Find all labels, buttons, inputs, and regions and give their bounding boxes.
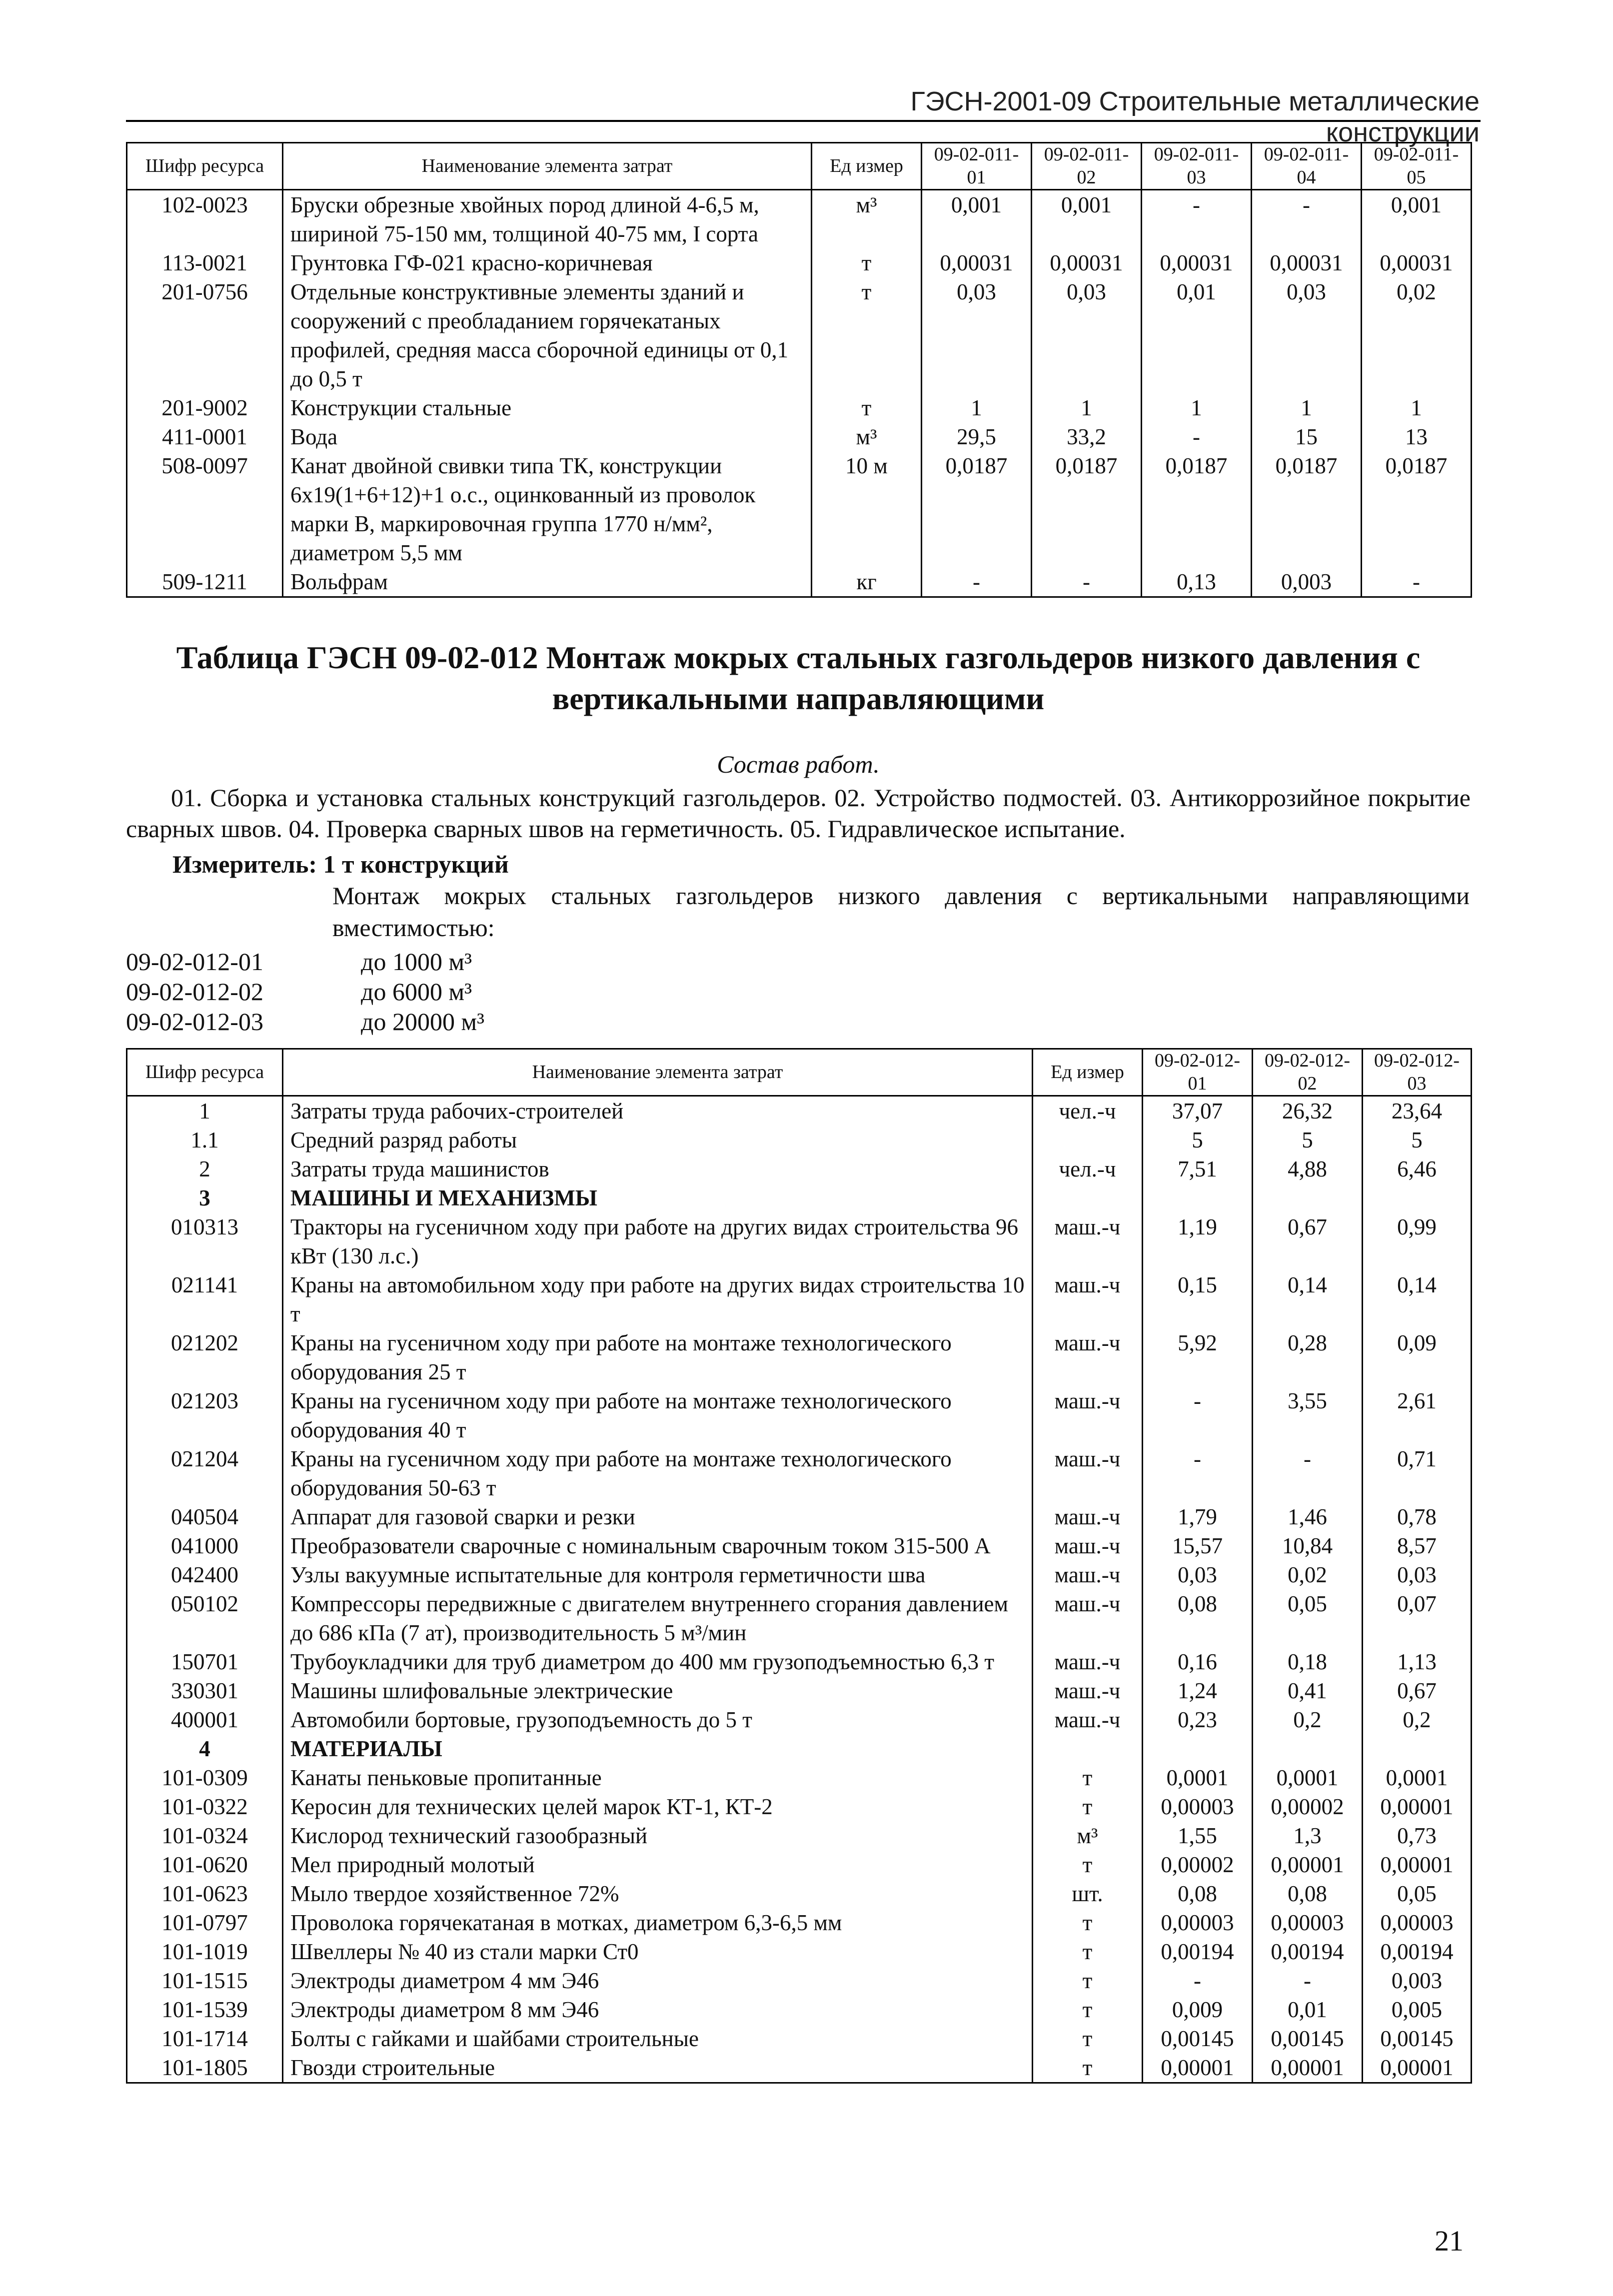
variant-code: 09-02-012-03 <box>126 1008 263 1036</box>
resource-value-v4: 0,00031 <box>1252 248 1362 277</box>
resource-name: МАТЕРИАЛЫ <box>283 1734 1033 1763</box>
resource-value-v3: 0,01 <box>1142 277 1252 393</box>
resource-unit <box>1033 1734 1143 1763</box>
resource-unit: маш.-ч <box>1033 1444 1143 1502</box>
table-row <box>127 422 1472 451</box>
resource-code: 021204 <box>127 1444 283 1502</box>
resource-value-v2: - <box>1253 1966 1363 1995</box>
table-row <box>127 1676 1472 1705</box>
resource-value-v2 <box>1253 1734 1363 1763</box>
resource-value-v1: 5 <box>1143 1126 1253 1154</box>
resource-value-v2: 0,18 <box>1253 1647 1363 1676</box>
table-row <box>127 451 1472 567</box>
variant-value: до 20000 м³ <box>361 1008 485 1036</box>
resource-value-v1: - <box>1143 1386 1253 1444</box>
resource-code: 201-0756 <box>127 277 283 393</box>
resource-value-v1: 5,92 <box>1143 1328 1253 1386</box>
resource-name: Аппарат для газовой сварки и резки <box>283 1502 1033 1531</box>
resource-value-v2: 0,00001 <box>1253 1850 1363 1879</box>
resource-unit: м³ <box>1033 1821 1143 1850</box>
resource-name: Автомобили бортовые, грузоподъемность до 5 т <box>283 1705 1033 1734</box>
resource-unit <box>1033 1183 1143 1212</box>
resource-value-v1: - <box>922 567 1032 597</box>
table-row <box>127 1096 1472 1126</box>
resource-value-v1: - <box>1143 1444 1253 1502</box>
table-row <box>127 1792 1472 1821</box>
resource-value-v1: 0,08 <box>1143 1879 1253 1908</box>
section-title: Таблица ГЭСН 09-02-012 Монтаж мокрых стальных газгольдеров низкого давления с вертикальными направляющими <box>176 640 1421 716</box>
resource-value-v2: 0,00003 <box>1253 1908 1363 1937</box>
resource-value-v1 <box>1143 1183 1253 1212</box>
resource-value-v3: 0,13 <box>1142 567 1252 597</box>
resource-unit: т <box>812 393 922 422</box>
resource-value-v4: 0,003 <box>1252 567 1362 597</box>
col-v2-header: 09-02-011-02 <box>1032 143 1142 190</box>
resource-value-v1: 0,15 <box>1143 1270 1253 1328</box>
table-row <box>127 1502 1472 1531</box>
resource-value-v3: 0,0187 <box>1142 451 1252 567</box>
resource-value-v1: 0,00194 <box>1143 1937 1253 1966</box>
table-row <box>127 1821 1472 1850</box>
table-row <box>127 277 1472 393</box>
resource-value-v2: 0,02 <box>1253 1560 1363 1589</box>
resource-value-v2: 5 <box>1253 1126 1363 1154</box>
resource-unit: маш.-ч <box>1033 1328 1143 1386</box>
table-row <box>127 567 1472 597</box>
resource-value-v3: 0,14 <box>1363 1270 1472 1328</box>
resource-value-v1: - <box>1143 1966 1253 1995</box>
table-row <box>127 1589 1472 1647</box>
resource-code: 4 <box>127 1734 283 1763</box>
resource-unit: чел.-ч <box>1033 1154 1143 1183</box>
resource-code: 102-0023 <box>127 190 283 249</box>
resource-unit: маш.-ч <box>1033 1676 1143 1705</box>
resource-unit: т <box>1033 2024 1143 2053</box>
resource-code: 101-0797 <box>127 1908 283 1937</box>
resource-code: 2 <box>127 1154 283 1183</box>
resource-value-v1: 0,0187 <box>922 451 1032 567</box>
resource-value-v3: 0,71 <box>1363 1444 1472 1502</box>
resource-table-011 <box>126 142 1472 598</box>
table-row <box>127 2053 1472 2083</box>
resource-name: Краны на автомобильном ходу при работе на других видах строительства 10 т <box>283 1270 1033 1328</box>
table-row <box>127 190 1472 249</box>
resource-value-v1: 0,00001 <box>1143 2053 1253 2083</box>
resource-value-v3: 0,00001 <box>1363 2053 1472 2083</box>
resource-value-v3: 6,46 <box>1363 1154 1472 1183</box>
resource-value-v4: 0,0187 <box>1252 451 1362 567</box>
resource-unit: кг <box>812 567 922 597</box>
resource-value-v1: 0,08 <box>1143 1589 1253 1647</box>
resource-value-v3: 23,64 <box>1363 1096 1472 1126</box>
variant-value: до 1000 м³ <box>361 948 472 976</box>
resource-value-v2: 33,2 <box>1032 422 1142 451</box>
resource-value-v4: 1 <box>1252 393 1362 422</box>
page-header: ГЭСН-2001-09 Строительные металлические конструкции <box>910 86 1480 147</box>
resource-value-v2: 0,08 <box>1253 1879 1363 1908</box>
table-row <box>127 1763 1472 1792</box>
resource-name: МАШИНЫ И МЕХАНИЗМЫ <box>283 1183 1033 1212</box>
table-row <box>127 1328 1472 1386</box>
resource-value-v2 <box>1253 1183 1363 1212</box>
resource-value-v1: 0,00003 <box>1143 1792 1253 1821</box>
table-row <box>127 1386 1472 1444</box>
resource-value-v2: 0,00194 <box>1253 1937 1363 1966</box>
resource-unit: маш.-ч <box>1033 1212 1143 1270</box>
resource-value-v1: 0,0001 <box>1143 1763 1253 1792</box>
resource-code: 010313 <box>127 1212 283 1270</box>
resource-name: Мел природный молотый <box>283 1850 1033 1879</box>
col-name-header: Наименование элемента затрат <box>283 143 812 190</box>
table-row <box>127 1183 1472 1212</box>
composition-title: Состав работ. <box>717 750 880 778</box>
resource-code: 021202 <box>127 1328 283 1386</box>
resource-value-v3: 0,005 <box>1363 1995 1472 2024</box>
resource-unit: т <box>1033 1792 1143 1821</box>
resource-name: Машины шлифовальные электрические <box>283 1676 1033 1705</box>
resource-unit: т <box>812 277 922 393</box>
resource-unit <box>1033 1126 1143 1154</box>
resource-code: 040504 <box>127 1502 283 1531</box>
resource-name: Швеллеры № 40 из стали марки Ст0 <box>283 1937 1033 1966</box>
resource-value-v3: 0,78 <box>1363 1502 1472 1531</box>
resource-value-v3: 0,00003 <box>1363 1908 1472 1937</box>
resource-name: Канаты пеньковые пропитанные <box>283 1763 1033 1792</box>
resource-value-v2: 1,46 <box>1253 1502 1363 1531</box>
resource-value-v1: 0,00031 <box>922 248 1032 277</box>
resource-value-v1: 1 <box>922 393 1032 422</box>
resource-value-v1: 1,55 <box>1143 1821 1253 1850</box>
resource-value-v3: 0,0001 <box>1363 1763 1472 1792</box>
resource-name: Трубоукладчики для труб диаметром до 400 мм грузоподъемностью 6,3 т <box>283 1647 1033 1676</box>
resource-name: Краны на гусеничном ходу при работе на монтаже технологического оборудования 50-63 т <box>283 1444 1033 1502</box>
resource-code: 042400 <box>127 1560 283 1589</box>
resource-value-v1: 0,03 <box>922 277 1032 393</box>
resource-value-v2: 0,00145 <box>1253 2024 1363 2053</box>
resource-value-v1: 0,16 <box>1143 1647 1253 1676</box>
composition-text: 01. Сборка и установка стальных конструкций газгольдеров. 02. Устройство подмостей. 03. Антикоррозийное покрытие сварных швов. 04. Проверка сварных швов на герметичность. 05. Гидравлическое испытание. <box>126 784 1471 843</box>
resource-value-v4: - <box>1252 190 1362 249</box>
resource-unit: маш.-ч <box>1033 1386 1143 1444</box>
header-rule <box>126 120 1481 122</box>
resource-value-v2: 0,2 <box>1253 1705 1363 1734</box>
resource-code: 150701 <box>127 1647 283 1676</box>
resource-value-v2: 0,001 <box>1032 190 1142 249</box>
resource-value-v2: 0,14 <box>1253 1270 1363 1328</box>
resource-unit: т <box>1033 2053 1143 2083</box>
col-v1-header: 09-02-012-01 <box>1143 1049 1253 1096</box>
col-v4-header: 09-02-011-04 <box>1252 143 1362 190</box>
resource-value-v2: 0,00031 <box>1032 248 1142 277</box>
resource-value-v5: - <box>1362 567 1472 597</box>
resource-unit: т <box>1033 1966 1143 1995</box>
table-row <box>127 2024 1472 2053</box>
resource-value-v2: 1 <box>1032 393 1142 422</box>
resource-value-v3: 0,00031 <box>1142 248 1252 277</box>
col-v3-header: 09-02-012-03 <box>1363 1049 1472 1096</box>
resource-unit: чел.-ч <box>1033 1096 1143 1126</box>
col-unit-header: Ед измер <box>1033 1049 1143 1096</box>
resource-value-v2: 0,05 <box>1253 1589 1363 1647</box>
variant-value: до 6000 м³ <box>361 978 472 1006</box>
resource-name: Мыло твердое хозяйственное 72% <box>283 1879 1033 1908</box>
resource-value-v2: 0,01 <box>1253 1995 1363 2024</box>
col-v1-header: 09-02-011-01 <box>922 143 1032 190</box>
resource-value-v3: 0,00001 <box>1363 1850 1472 1879</box>
resource-value-v3: 0,00145 <box>1363 2024 1472 2053</box>
resource-value-v2: 0,41 <box>1253 1676 1363 1705</box>
resource-value-v1: 0,00145 <box>1143 2024 1253 2053</box>
resource-value-v2: 4,88 <box>1253 1154 1363 1183</box>
resource-code: 508-0097 <box>127 451 283 567</box>
resource-value-v3: 0,07 <box>1363 1589 1472 1647</box>
resource-value-v2: - <box>1253 1444 1363 1502</box>
resource-code: 101-0309 <box>127 1763 283 1792</box>
resource-code: 113-0021 <box>127 248 283 277</box>
resource-value-v3: 0,2 <box>1363 1705 1472 1734</box>
resource-value-v4: 0,03 <box>1252 277 1362 393</box>
resource-value-v3: 1,13 <box>1363 1647 1472 1676</box>
resource-name: Кислород технический газообразный <box>283 1821 1033 1850</box>
resource-value-v3: 8,57 <box>1363 1531 1472 1560</box>
variant-code: 09-02-012-01 <box>126 948 263 976</box>
resource-value-v3 <box>1363 1183 1472 1212</box>
resource-value-v3: 5 <box>1363 1126 1472 1154</box>
resource-code: 021203 <box>127 1386 283 1444</box>
resource-value-v3: - <box>1142 190 1252 249</box>
resource-value-v4: 15 <box>1252 422 1362 451</box>
col-code-header: Шифр ресурса <box>127 1049 283 1096</box>
resource-code: 201-9002 <box>127 393 283 422</box>
resource-value-v2: 10,84 <box>1253 1531 1363 1560</box>
table-row <box>127 1908 1472 1937</box>
resource-name: Отдельные конструктивные элементы зданий и сооружений с преобладанием горячекатаных профилей, средняя масса сборочной единицы от 0,1 до 0,5 т <box>283 277 812 393</box>
resource-name: Средний разряд работы <box>283 1126 1033 1154</box>
resource-code: 050102 <box>127 1589 283 1647</box>
table-row <box>127 393 1472 422</box>
resource-code: 101-1805 <box>127 2053 283 2083</box>
resource-code: 1 <box>127 1096 283 1126</box>
resource-value-v1: 37,07 <box>1143 1096 1253 1126</box>
table-row <box>127 248 1472 277</box>
variant-code: 09-02-012-02 <box>126 978 263 1006</box>
resource-value-v3: 0,99 <box>1363 1212 1472 1270</box>
table-row <box>127 1937 1472 1966</box>
resource-value-v2: 0,0187 <box>1032 451 1142 567</box>
resource-code: 101-1515 <box>127 1966 283 1995</box>
resource-value-v5: 0,00031 <box>1362 248 1472 277</box>
resource-unit: м³ <box>812 190 922 249</box>
table-row <box>127 1270 1472 1328</box>
meter-label: Измеритель: 1 т конструкций <box>172 850 509 878</box>
col-name-header: Наименование элемента затрат <box>283 1049 1033 1096</box>
resource-code: 101-0620 <box>127 1850 283 1879</box>
resource-value-v1: 7,51 <box>1143 1154 1253 1183</box>
resource-code: 101-0322 <box>127 1792 283 1821</box>
page-number: 21 <box>1435 2225 1464 2257</box>
table-row <box>127 1705 1472 1734</box>
resource-value-v1: 1,24 <box>1143 1676 1253 1705</box>
resource-value-v1: 0,03 <box>1143 1560 1253 1589</box>
resource-unit: маш.-ч <box>1033 1589 1143 1647</box>
resource-unit: маш.-ч <box>1033 1502 1143 1531</box>
resource-value-v3: 2,61 <box>1363 1386 1472 1444</box>
resource-name: Электроды диаметром 8 мм Э46 <box>283 1995 1033 2024</box>
variant-row <box>126 977 472 1006</box>
resource-name: Бруски обрезные хвойных пород длиной 4-6,5 м, шириной 75-150 мм, толщиной 40-75 мм, I сорта <box>283 190 812 249</box>
resource-name: Краны на гусеничном ходу при работе на монтаже технологического оборудования 40 т <box>283 1386 1033 1444</box>
table-header-row <box>127 143 1472 190</box>
resource-value-v1: 0,00003 <box>1143 1908 1253 1937</box>
resource-value-v1: 1,19 <box>1143 1212 1253 1270</box>
resource-code: 411-0001 <box>127 422 283 451</box>
resource-table-012 <box>126 1048 1472 2084</box>
resource-name: Керосин для технических целей марок КТ-1, КТ-2 <box>283 1792 1033 1821</box>
resource-code: 330301 <box>127 1676 283 1705</box>
resource-code: 400001 <box>127 1705 283 1734</box>
table-row <box>127 1734 1472 1763</box>
resource-value-v1: 15,57 <box>1143 1531 1253 1560</box>
resource-code: 101-1019 <box>127 1937 283 1966</box>
resource-code: 041000 <box>127 1531 283 1560</box>
resource-value-v1 <box>1143 1734 1253 1763</box>
resource-value-v3: 0,00194 <box>1363 1937 1472 1966</box>
resource-value-v2: 0,00001 <box>1253 2053 1363 2083</box>
resource-name: Конструкции стальные <box>283 393 812 422</box>
resource-name: Гвозди строительные <box>283 2053 1033 2083</box>
resource-unit: маш.-ч <box>1033 1270 1143 1328</box>
variant-row <box>126 947 472 976</box>
resource-name: Болты с гайками и шайбами строительные <box>283 2024 1033 2053</box>
table-row <box>127 1560 1472 1589</box>
table-row <box>127 1212 1472 1270</box>
resource-name: Проволока горячекатаная в мотках, диаметром 6,3-6,5 мм <box>283 1908 1033 1937</box>
resource-name: Узлы вакуумные испытательные для контроля герметичности шва <box>283 1560 1033 1589</box>
resource-value-v3: 0,03 <box>1363 1560 1472 1589</box>
table-row <box>127 1647 1472 1676</box>
resource-code: 101-1539 <box>127 1995 283 2024</box>
resource-value-v2: 0,67 <box>1253 1212 1363 1270</box>
resource-name: Краны на гусеничном ходу при работе на монтаже технологического оборудования 25 т <box>283 1328 1033 1386</box>
resource-value-v2: 0,03 <box>1032 277 1142 393</box>
resource-name: Канат двойной свивки типа ТК, конструкции 6х19(1+6+12)+1 о.с., оцинкованный из проволок марки В, маркировочная группа 1770 н/мм², диаметром 5,5 мм <box>283 451 812 567</box>
resource-code: 101-0324 <box>127 1821 283 1850</box>
resource-code: 101-0623 <box>127 1879 283 1908</box>
resource-name: Преобразователи сварочные с номинальным сварочным током 315-500 А <box>283 1531 1033 1560</box>
col-code-header: Шифр ресурса <box>127 143 283 190</box>
resource-value-v2: 3,55 <box>1253 1386 1363 1444</box>
resource-value-v1: 1,79 <box>1143 1502 1253 1531</box>
resource-value-v3: 0,05 <box>1363 1879 1472 1908</box>
table-row <box>127 1850 1472 1879</box>
resource-value-v1: 0,009 <box>1143 1995 1253 2024</box>
col-unit-header: Ед измер <box>812 143 922 190</box>
resource-value-v1: 0,23 <box>1143 1705 1253 1734</box>
col-v5-header: 09-02-011-05 <box>1362 143 1472 190</box>
resource-unit: маш.-ч <box>1033 1705 1143 1734</box>
resource-value-v1: 0,00002 <box>1143 1850 1253 1879</box>
resource-unit: м³ <box>812 422 922 451</box>
resource-unit: маш.-ч <box>1033 1531 1143 1560</box>
table-row <box>127 1444 1472 1502</box>
resource-code: 509-1211 <box>127 567 283 597</box>
table-row <box>127 1966 1472 1995</box>
resource-value-v5: 0,001 <box>1362 190 1472 249</box>
table-row <box>127 1879 1472 1908</box>
variant-row <box>126 1007 484 1036</box>
resource-name: Вольфрам <box>283 567 812 597</box>
resource-unit: т <box>1033 1908 1143 1937</box>
resource-unit: т <box>1033 1937 1143 1966</box>
table-header-row <box>127 1049 1472 1096</box>
variant-description: Монтаж мокрых стальных газгольдеров низкого давления с вертикальными направляющими вместимостью: <box>332 882 1470 942</box>
resource-code: 021141 <box>127 1270 283 1328</box>
resource-unit: т <box>812 248 922 277</box>
resource-value-v5: 0,02 <box>1362 277 1472 393</box>
resource-value-v2: 0,00002 <box>1253 1792 1363 1821</box>
resource-code: 3 <box>127 1183 283 1212</box>
col-v2-header: 09-02-012-02 <box>1253 1049 1363 1096</box>
resource-name: Грунтовка ГФ-021 красно-коричневая <box>283 248 812 277</box>
resource-name: Вода <box>283 422 812 451</box>
resource-value-v3: 0,73 <box>1363 1821 1472 1850</box>
resource-value-v3 <box>1363 1734 1472 1763</box>
table-row <box>127 1126 1472 1154</box>
resource-code: 1.1 <box>127 1126 283 1154</box>
resource-value-v3: 0,09 <box>1363 1328 1472 1386</box>
resource-unit: 10 м <box>812 451 922 567</box>
resource-value-v3: 0,003 <box>1363 1966 1472 1995</box>
resource-value-v3: 0,67 <box>1363 1676 1472 1705</box>
resource-name: Тракторы на гусеничном ходу при работе на других видах строительства 96 кВт (130 л.с.) <box>283 1212 1033 1270</box>
resource-name: Затраты труда рабочих-строителей <box>283 1096 1033 1126</box>
resource-value-v5: 13 <box>1362 422 1472 451</box>
resource-value-v2: - <box>1032 567 1142 597</box>
resource-value-v2: 1,3 <box>1253 1821 1363 1850</box>
resource-value-v5: 1 <box>1362 393 1472 422</box>
resource-unit: шт. <box>1033 1879 1143 1908</box>
table-row <box>127 1531 1472 1560</box>
resource-value-v1: 0,001 <box>922 190 1032 249</box>
resource-value-v2: 0,0001 <box>1253 1763 1363 1792</box>
resource-value-v5: 0,0187 <box>1362 451 1472 567</box>
table-row <box>127 1154 1472 1183</box>
resource-value-v2: 0,28 <box>1253 1328 1363 1386</box>
resource-code: 101-1714 <box>127 2024 283 2053</box>
resource-name: Электроды диаметром 4 мм Э46 <box>283 1966 1033 1995</box>
resource-unit: маш.-ч <box>1033 1560 1143 1589</box>
resource-value-v3: - <box>1142 422 1252 451</box>
resource-unit: маш.-ч <box>1033 1647 1143 1676</box>
resource-name: Затраты труда машинистов <box>283 1154 1033 1183</box>
resource-value-v3: 0,00001 <box>1363 1792 1472 1821</box>
resource-unit: т <box>1033 1850 1143 1879</box>
resource-value-v3: 1 <box>1142 393 1252 422</box>
resource-value-v2: 26,32 <box>1253 1096 1363 1126</box>
resource-unit: т <box>1033 1763 1143 1792</box>
resource-value-v1: 29,5 <box>922 422 1032 451</box>
table-row <box>127 1995 1472 2024</box>
resource-unit: т <box>1033 1995 1143 2024</box>
resource-name: Компрессоры передвижные с двигателем внутреннего сгорания давлением до 686 кПа (7 ат), производительность 5 м³/мин <box>283 1589 1033 1647</box>
col-v3-header: 09-02-011-03 <box>1142 143 1252 190</box>
